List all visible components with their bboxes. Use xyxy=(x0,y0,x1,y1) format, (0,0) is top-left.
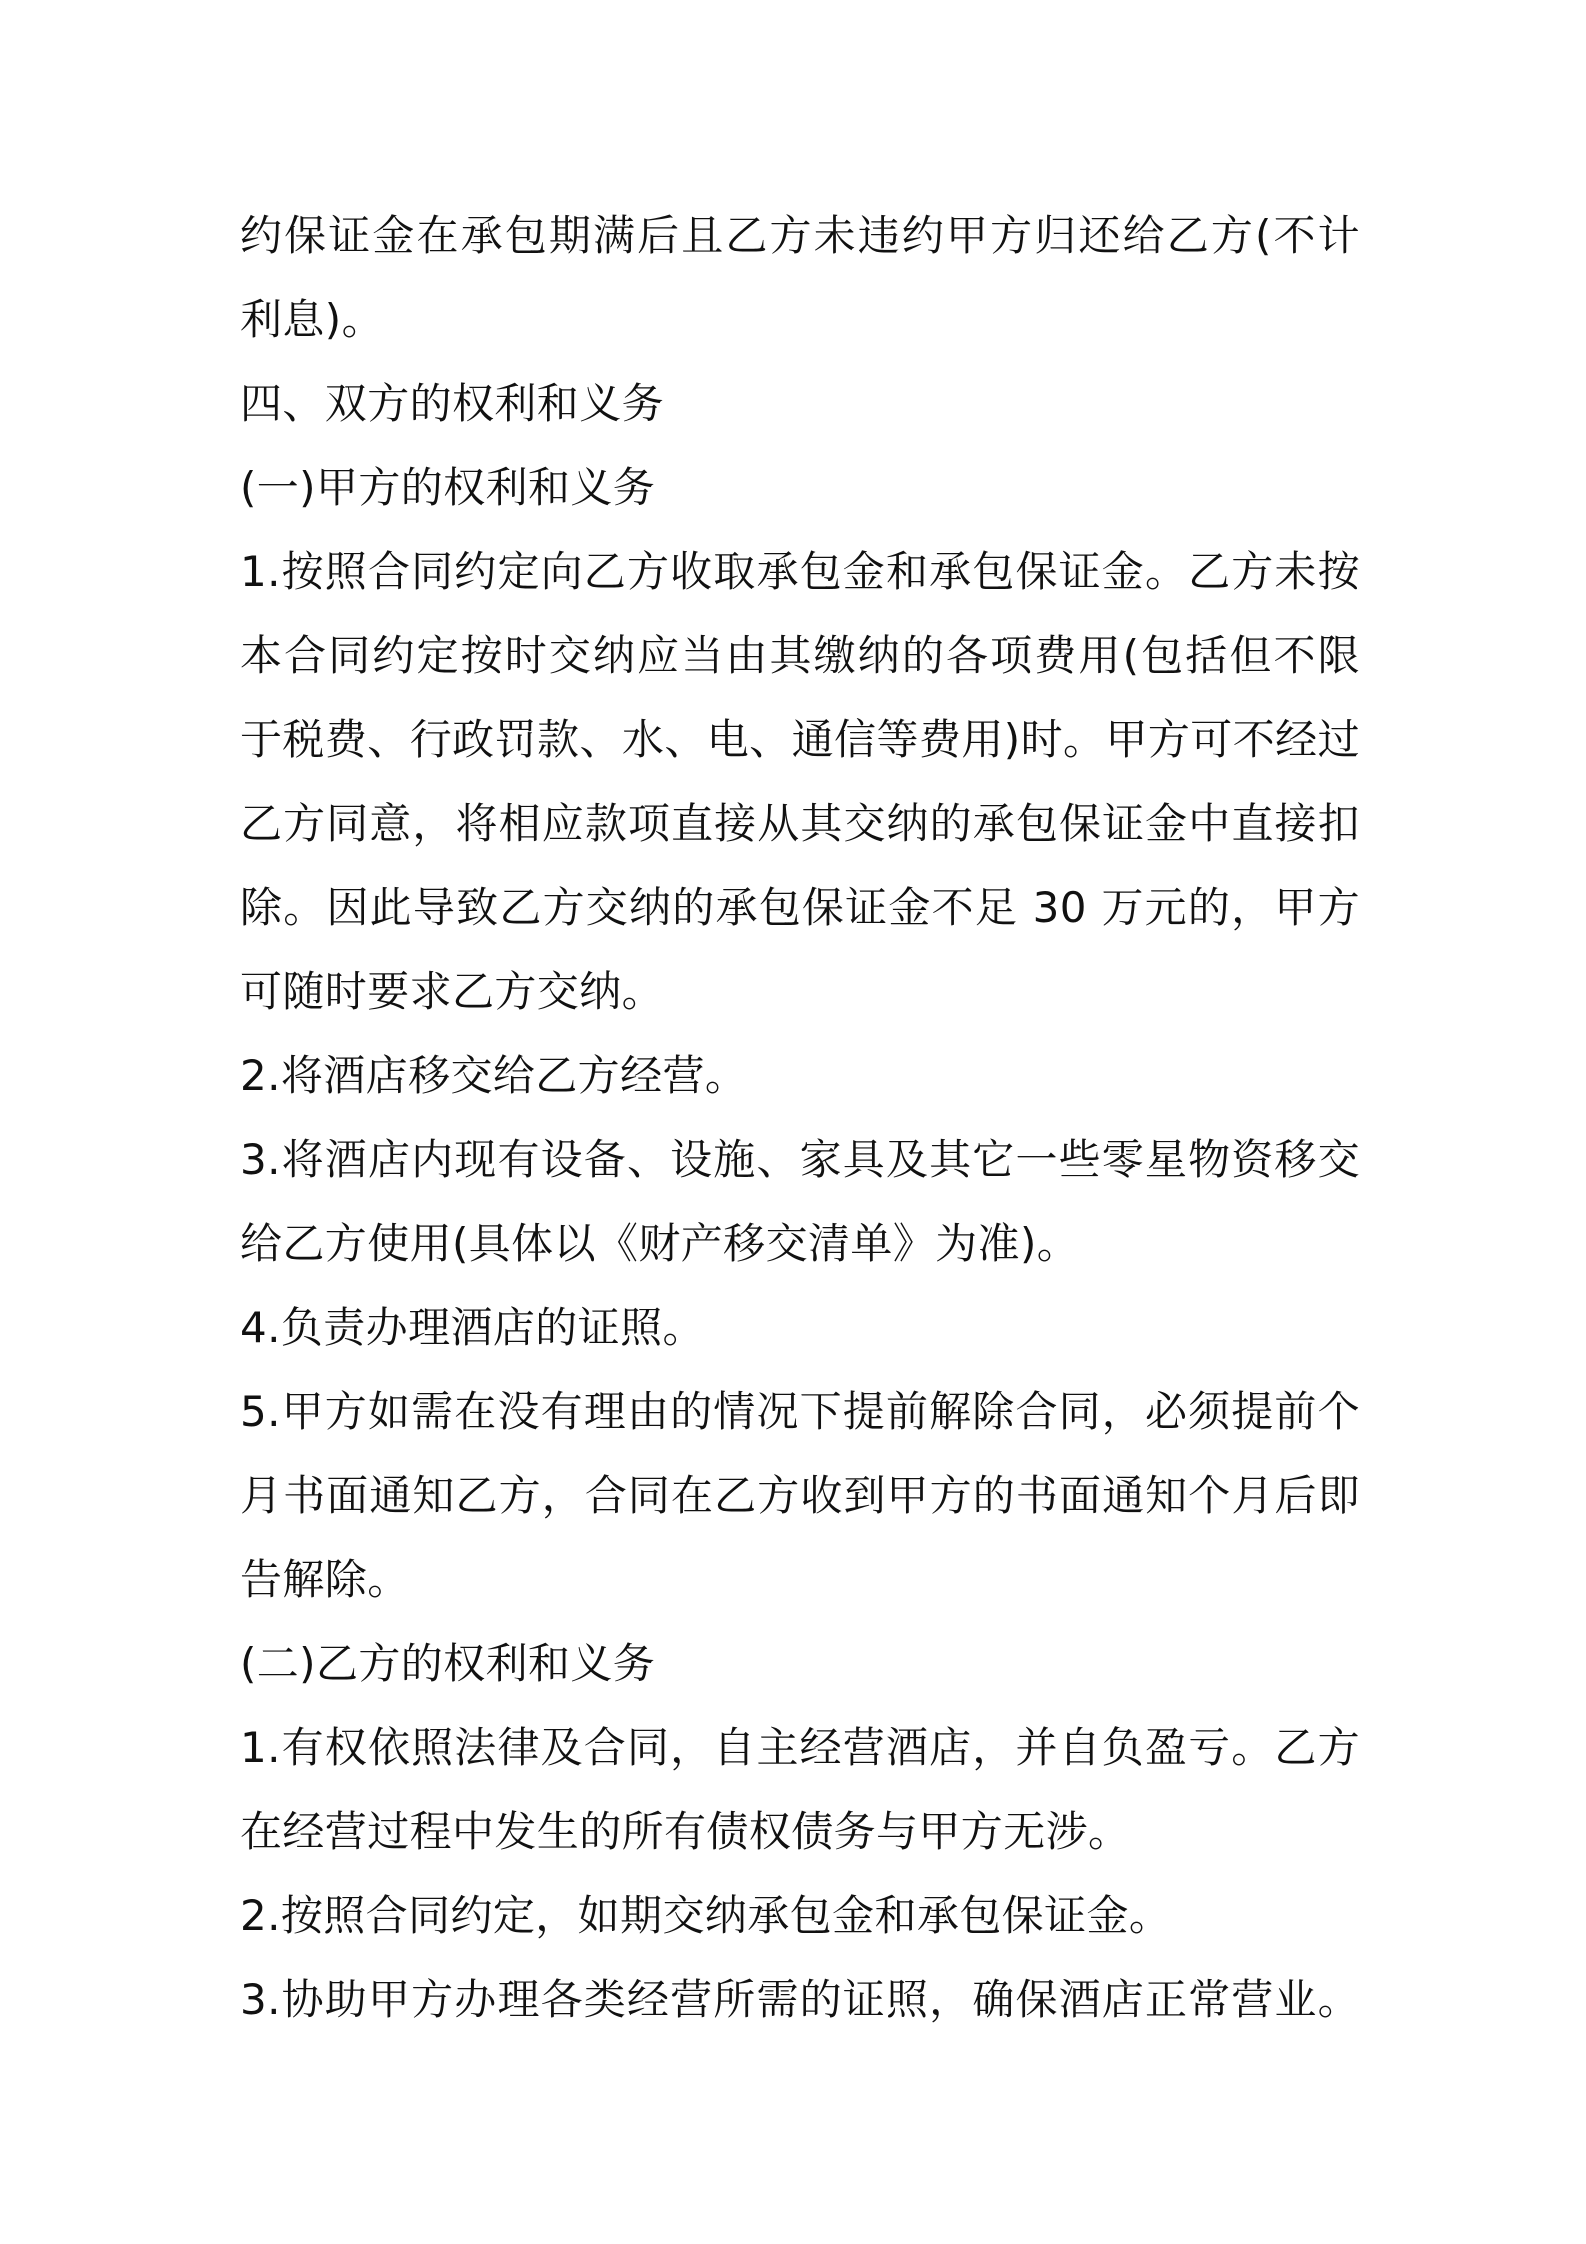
text-line: 1.按照合同约定向乙方收取承包金和承包保证金。乙方未按 xyxy=(240,547,1360,596)
text-line: 4.负责办理酒店的证照。 xyxy=(240,1303,705,1352)
text-line: 给乙方使用(具体以《财产移交清单》为准)。 xyxy=(240,1219,1080,1268)
text-line: 3.协助甲方办理各类经营所需的证照，确保酒店正常营业。 xyxy=(240,1975,1360,2024)
text-line: 在经营过程中发生的所有债权债务与甲方无涉。 xyxy=(240,1807,1131,1856)
section-heading: 四、双方的权利和义务 xyxy=(240,379,665,428)
subsection-heading: (二)乙方的权利和义务 xyxy=(240,1639,656,1688)
text-line: 3.将酒店内现有设备、设施、家具及其它一些零星物资移交 xyxy=(240,1135,1360,1184)
text-line: 于税费、行政罚款、水、电、通信等费用)时。甲方可不经过 xyxy=(240,715,1360,764)
text-line: 告解除。 xyxy=(240,1555,410,1604)
text-line: 2.按照合同约定，如期交纳承包金和承包保证金。 xyxy=(240,1891,1172,1940)
text-line: 月书面通知乙方，合同在乙方收到甲方的书面通知个月后即 xyxy=(240,1471,1360,1520)
text-line: 乙方同意，将相应款项直接从其交纳的承包保证金中直接扣 xyxy=(240,799,1360,848)
text-line: 5.甲方如需在没有理由的情况下提前解除合同，必须提前个 xyxy=(240,1387,1360,1436)
contract-text xyxy=(240,194,1360,2042)
text-line: 约保证金在承包期满后且乙方未违约甲方归还给乙方(不计 xyxy=(240,211,1360,260)
text-line: 2.将酒店移交给乙方经营。 xyxy=(240,1051,748,1100)
text-line: 利息)。 xyxy=(240,295,384,344)
text-line: 除。因此导致乙方交纳的承包保证金不足 30 万元的，甲方 xyxy=(240,883,1360,932)
subsection-heading: (一)甲方的权利和义务 xyxy=(240,463,656,512)
text-line: 本合同约定按时交纳应当由其缴纳的各项费用(包括但不限 xyxy=(240,631,1360,680)
text-line: 1.有权依照法律及合同，自主经营酒店，并自负盈亏。乙方 xyxy=(240,1723,1360,1772)
text-line: 可随时要求乙方交纳。 xyxy=(240,967,665,1016)
